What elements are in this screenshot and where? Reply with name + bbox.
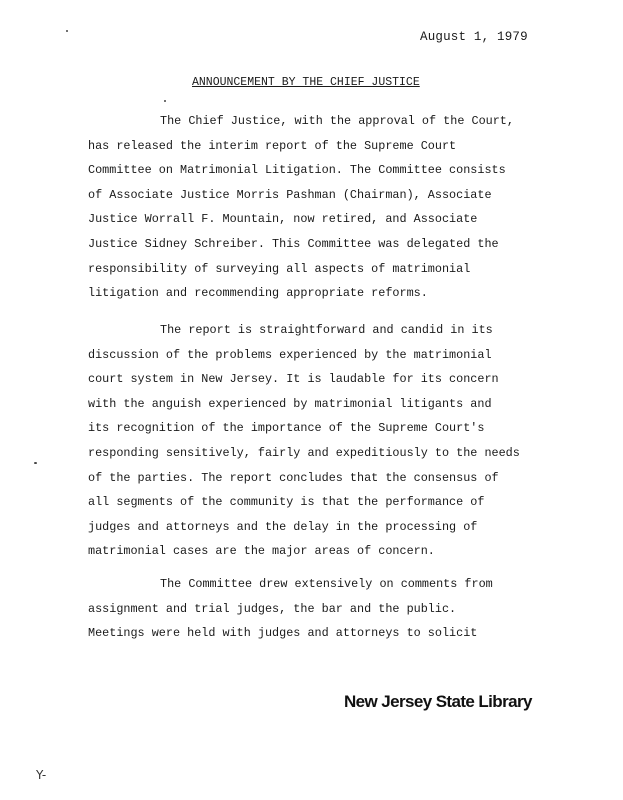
corner-mark: Y-: [36, 768, 47, 782]
library-stamp: New Jersey State Library: [344, 692, 532, 711]
paragraph-line: discussion of the problems experienced by the matrimonial: [88, 347, 492, 362]
paragraph-line: of Associate Justice Morris Pashman (Chairman), Associate: [88, 187, 492, 202]
paragraph-line: has released the interim report of the Supreme Court: [88, 138, 457, 153]
paragraph-line: its recognition of the importance of the Supreme Court's: [88, 421, 485, 436]
paragraph-line: of the parties. The report concludes that the consensus of: [88, 470, 499, 485]
paragraph-line: The report is straightforward and candid in its: [160, 323, 493, 337]
paragraph-line: Justice Sidney Schreiber. This Committee was delegated the: [88, 236, 499, 251]
paragraph-line: The Committee drew extensively on comments from: [160, 577, 493, 591]
paragraph-line: Justice Worrall F. Mountain, now retired, and Associate: [88, 212, 478, 227]
paragraph-line: The Chief Justice, with the approval of the Court,: [160, 114, 514, 128]
paragraph-line: court system in New Jersey. It is laudable for its concern: [88, 372, 499, 387]
paragraph-line: responding sensitively, fairly and expeditiously to the needs: [88, 445, 520, 460]
paragraph-1: [88, 109, 568, 306]
paragraph-line: litigation and recommending appropriate reforms.: [88, 286, 428, 301]
paragraph-line: judges and attorneys and the delay in the processing of: [88, 519, 478, 534]
paragraph-2: [88, 318, 568, 564]
paragraph-line: assignment and trial judges, the bar and the public.: [88, 601, 457, 616]
scan-speck: [66, 30, 68, 32]
paragraph-line: Committee on Matrimonial Litigation. The Committee consists: [88, 163, 506, 178]
paragraph-line: all segments of the community is that the performance of: [88, 495, 485, 510]
document-heading: ANNOUNCEMENT BY THE CHIEF JUSTICE: [192, 76, 420, 89]
scan-speck: [164, 100, 166, 102]
paragraph-line: with the anguish experienced by matrimonial litigants and: [88, 396, 492, 411]
paragraph-line: Meetings were held with judges and attorneys to solicit: [88, 626, 478, 641]
paragraph-3: [88, 572, 568, 646]
paragraph-line: matrimonial cases are the major areas of concern.: [88, 544, 435, 559]
document-date: August 1, 1979: [420, 30, 528, 44]
paragraph-line: responsibility of surveying all aspects of matrimonial: [88, 261, 471, 276]
scan-speck: [34, 462, 37, 464]
